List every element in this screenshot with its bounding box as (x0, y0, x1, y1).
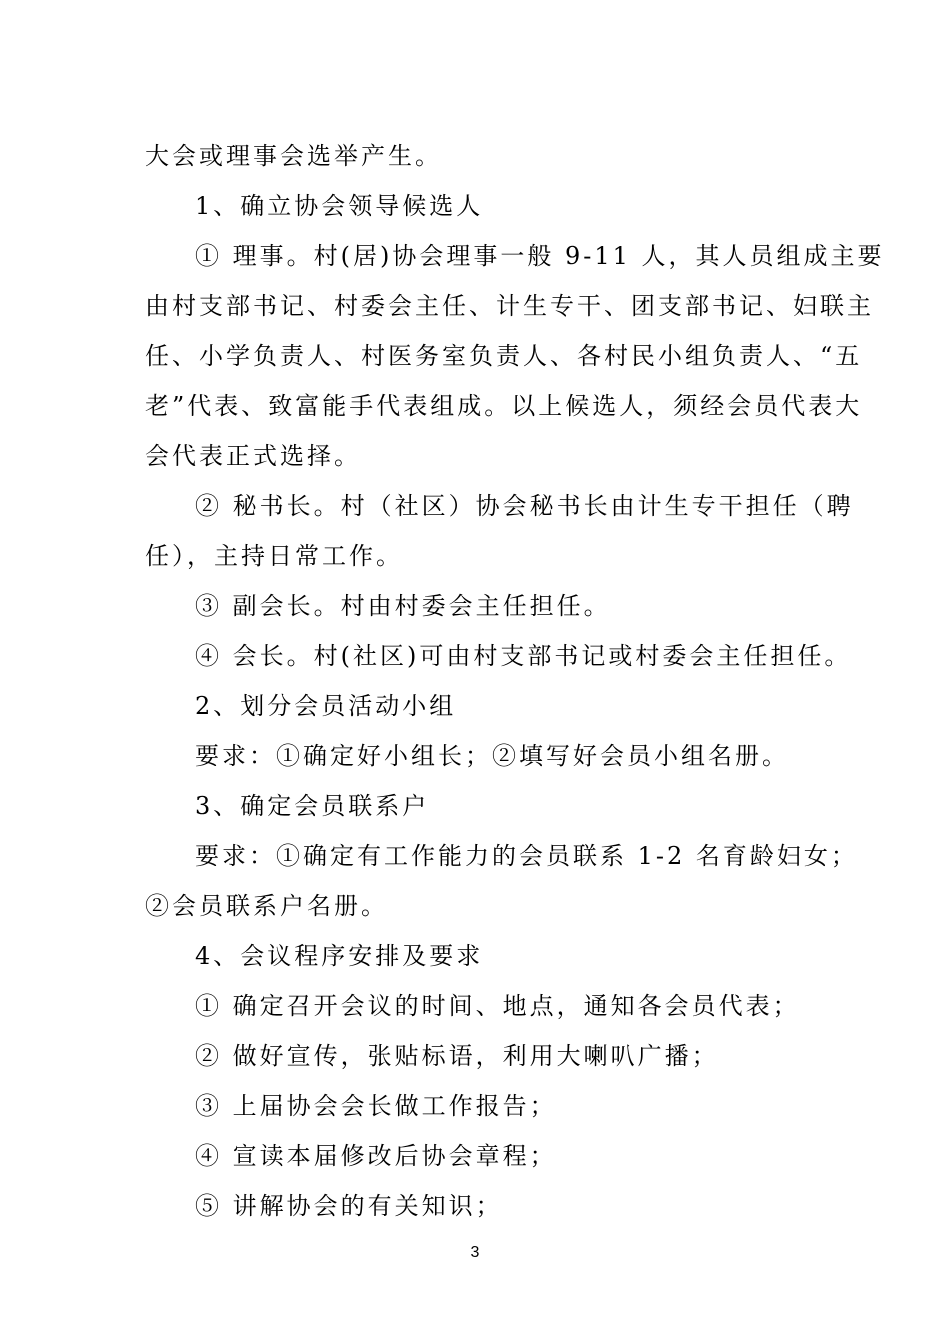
body-line: ① 理事。村(居)协会理事一般 9-11 人，其人员组成主要 (195, 242, 885, 270)
body-line: ① 确定召开会议的时间、地点，通知各会员代表； (195, 992, 800, 1020)
body-line: 由村支部书记、村委会主任、计生专干、团支部书记、妇联主 (145, 292, 874, 320)
section-heading: 3、确定会员联系户 (195, 792, 430, 820)
document-body (145, 131, 885, 1231)
body-line: 要求：①确定有工作能力的会员联系 1-2 名育龄妇女； (195, 842, 858, 870)
section-heading: 2、划分会员活动小组 (195, 692, 457, 720)
section-heading: 1、确立协会领导候选人 (195, 192, 484, 220)
body-line: ④ 宣读本届修改后协会章程； (195, 1142, 557, 1170)
body-line: ③ 副会长。村由村委会主任担任。 (195, 592, 611, 620)
page-number: 3 (470, 1244, 480, 1261)
body-line: ⑤ 讲解协会的有关知识； (195, 1192, 503, 1220)
body-line: ② 秘书长。村（社区）协会秘书长由计生专干担任（聘 (195, 492, 854, 520)
body-line: ③ 上届协会会长做工作报告； (195, 1092, 557, 1120)
section-heading: 4、会议程序安排及要求 (195, 942, 484, 970)
body-line: 任、小学负责人、村医务室负责人、各村民小组负责人、“五 (145, 342, 863, 370)
body-line: 大会或理事会选举产生。 (145, 142, 442, 170)
body-line: 要求：①确定好小组长；②填写好会员小组名册。 (195, 742, 789, 770)
body-line: ④ 会长。村(社区)可由村支部书记或村委会主任担任。 (195, 642, 852, 670)
body-line: ②会员联系户名册。 (145, 892, 388, 920)
body-line: 任），主持日常工作。 (145, 542, 403, 570)
body-line: ② 做好宣传，张贴标语，利用大喇叭广播； (195, 1042, 719, 1070)
body-line: 会代表正式选择。 (145, 442, 361, 470)
body-line: 老”代表、致富能手代表组成。以上候选人，须经会员代表大 (145, 392, 863, 420)
